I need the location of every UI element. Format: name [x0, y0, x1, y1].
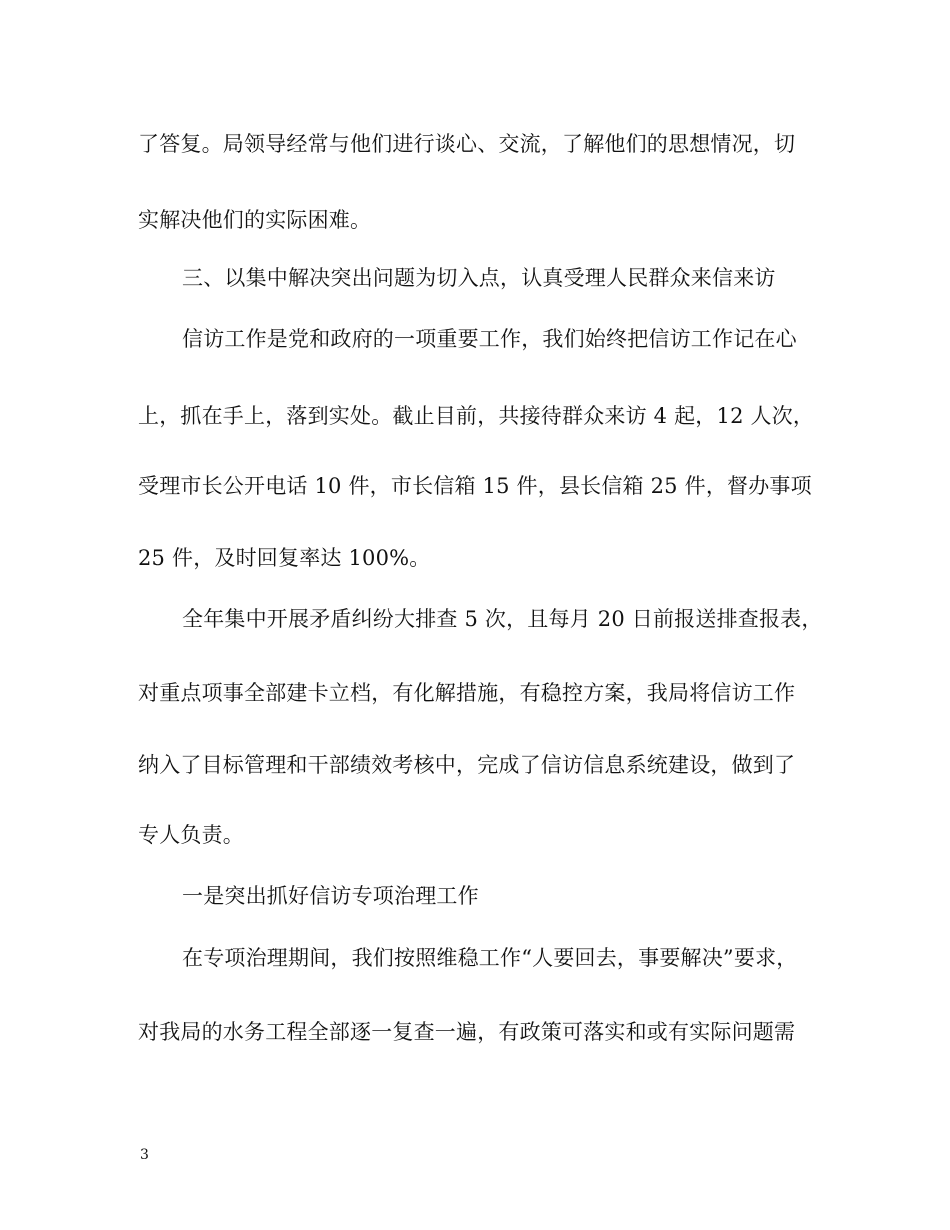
text-line: 专人负责。 — [138, 823, 244, 847]
text-line: 受理市长公开电话 10 件，市长信箱 15 件，县长信箱 25 件，督办事项 — [138, 474, 812, 498]
text-line: 上，抓在手上，落到实处。截止目前，共接待群众来访 4 起，12 人次， — [138, 404, 815, 428]
text-line: 25 件，及时回复率达 100%。 — [138, 546, 431, 570]
text-line: 实解决他们的实际困难。 — [138, 208, 372, 232]
text-line: 对我局的水务工程全部逐一复查一遍，有政策可落实和或有实际问题需 — [138, 1020, 796, 1044]
page-number: 3 — [140, 1147, 149, 1163]
text-line: 纳入了目标管理和干部绩效考核中，完成了信访信息系统建设，做到了 — [138, 753, 796, 777]
section-heading: 三、以集中解决突出问题为切入点，认真受理人民群众来信来访 — [182, 266, 776, 290]
text-line: 全年集中开展矛盾纠纷大排查 5 次，且每月 20 日前报送排查报表， — [182, 607, 823, 631]
text-line: 信访工作是党和政府的一项重要工作，我们始终把信访工作记在心 — [182, 327, 797, 351]
text-line: 对重点项事全部建卡立档，有化解措施，有稳控方案，我局将信访工作 — [138, 681, 796, 705]
subheading: 一是突出抓好信访专项治理工作 — [182, 884, 479, 908]
text-line: 了答复。局领导经常与他们进行谈心、交流，了解他们的思想情况，切 — [138, 132, 796, 156]
text-line: 在专项治理期间，我们按照维稳工作“人要回去，事要解决”要求， — [182, 946, 798, 970]
